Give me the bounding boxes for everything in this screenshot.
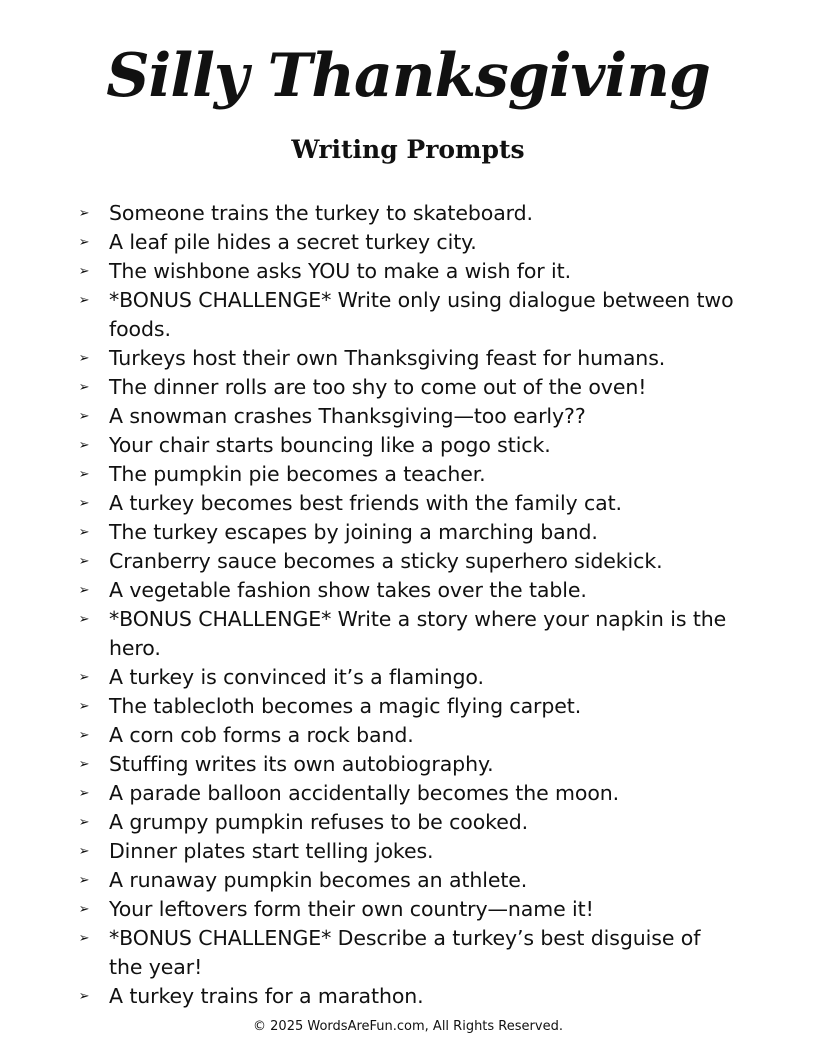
arrow-bullet-icon: ➢ <box>78 728 90 743</box>
arrow-bullet-icon: ➢ <box>78 989 90 1004</box>
arrow-bullet-icon: ➢ <box>78 496 90 511</box>
arrow-bullet-icon: ➢ <box>78 351 90 366</box>
prompt-text: A turkey trains for a marathon. <box>109 984 424 1008</box>
prompt-item <box>76 489 736 518</box>
prompt-text: Your chair starts bouncing like a pogo stick. <box>109 433 551 457</box>
arrow-bullet-icon: ➢ <box>78 554 90 569</box>
prompt-text: The wishbone asks YOU to make a wish for it. <box>109 259 572 283</box>
prompt-text: Your leftovers form their own country—name it! <box>109 897 594 921</box>
prompt-text: The turkey escapes by joining a marching band. <box>109 520 598 544</box>
prompt-text: A vegetable fashion show takes over the table. <box>109 578 587 602</box>
prompt-text: Someone trains the turkey to skateboard. <box>109 201 533 225</box>
arrow-bullet-icon: ➢ <box>78 844 90 859</box>
prompt-text: The pumpkin pie becomes a teacher. <box>109 462 486 486</box>
arrow-bullet-icon: ➢ <box>78 264 90 279</box>
prompt-text: Stuffing writes its own autobiography. <box>109 752 494 776</box>
prompt-item <box>76 344 736 373</box>
arrow-bullet-icon: ➢ <box>78 815 90 830</box>
prompt-item <box>76 663 736 692</box>
prompt-item <box>76 286 736 344</box>
prompt-text: A runaway pumpkin becomes an athlete. <box>109 868 528 892</box>
prompt-item <box>76 547 736 576</box>
prompt-text: A turkey is convinced it’s a flamingo. <box>109 665 484 689</box>
prompt-item <box>76 199 736 228</box>
prompt-text: Turkeys host their own Thanksgiving feast for humans. <box>109 346 666 370</box>
prompt-item <box>76 692 736 721</box>
prompt-item <box>76 779 736 808</box>
arrow-bullet-icon: ➢ <box>78 873 90 888</box>
prompt-text: A grumpy pumpkin refuses to be cooked. <box>109 810 529 834</box>
arrow-bullet-icon: ➢ <box>78 902 90 917</box>
arrow-bullet-icon: ➢ <box>78 786 90 801</box>
prompt-item <box>76 460 736 489</box>
prompt-text: A turkey becomes best friends with the family cat. <box>109 491 622 515</box>
prompt-item <box>76 605 736 663</box>
prompt-text: Cranberry sauce becomes a sticky superhero sidekick. <box>109 549 663 573</box>
prompt-text: A leaf pile hides a secret turkey city. <box>109 230 477 254</box>
arrow-bullet-icon: ➢ <box>78 583 90 598</box>
prompt-item <box>76 808 736 837</box>
prompt-text: A snowman crashes Thanksgiving—too early?? <box>109 404 586 428</box>
prompt-text: A parade balloon accidentally becomes the moon. <box>109 781 620 805</box>
page-title: Silly Thanksgiving <box>106 41 710 111</box>
arrow-bullet-icon: ➢ <box>78 612 90 627</box>
prompt-text: *BONUS CHALLENGE* Describe a turkey’s best disguise of the year! <box>109 926 701 979</box>
prompt-item <box>76 576 736 605</box>
arrow-bullet-icon: ➢ <box>78 699 90 714</box>
prompt-item <box>76 402 736 431</box>
prompt-item <box>76 982 736 1011</box>
prompt-text: The tablecloth becomes a magic flying carpet. <box>109 694 582 718</box>
arrow-bullet-icon: ➢ <box>78 757 90 772</box>
arrow-bullet-icon: ➢ <box>78 206 90 221</box>
prompt-item <box>76 750 736 779</box>
prompt-item <box>76 837 736 866</box>
prompt-text: The dinner rolls are too shy to come out of the oven! <box>109 375 647 399</box>
prompt-text: Dinner plates start telling jokes. <box>109 839 434 863</box>
arrow-bullet-icon: ➢ <box>78 931 90 946</box>
prompt-item <box>76 924 736 982</box>
prompt-item <box>76 721 736 750</box>
prompt-item <box>76 257 736 286</box>
prompt-text: A corn cob forms a rock band. <box>109 723 414 747</box>
page-subtitle: Writing Prompts <box>291 135 525 164</box>
arrow-bullet-icon: ➢ <box>78 235 90 250</box>
prompt-item <box>76 518 736 547</box>
arrow-bullet-icon: ➢ <box>78 438 90 453</box>
arrow-bullet-icon: ➢ <box>78 467 90 482</box>
prompt-list <box>76 199 736 1011</box>
arrow-bullet-icon: ➢ <box>78 380 90 395</box>
copyright-footer: © 2025 WordsAreFun.com, All Rights Reserved. <box>253 1019 563 1034</box>
prompt-item <box>76 895 736 924</box>
prompt-item <box>76 373 736 402</box>
prompt-item <box>76 228 736 257</box>
prompt-text: *BONUS CHALLENGE* Write only using dialogue between two foods. <box>109 288 734 341</box>
prompt-item <box>76 431 736 460</box>
arrow-bullet-icon: ➢ <box>78 293 90 308</box>
arrow-bullet-icon: ➢ <box>78 670 90 685</box>
arrow-bullet-icon: ➢ <box>78 525 90 540</box>
prompt-item <box>76 866 736 895</box>
prompt-text: *BONUS CHALLENGE* Write a story where your napkin is the hero. <box>109 607 727 660</box>
arrow-bullet-icon: ➢ <box>78 409 90 424</box>
